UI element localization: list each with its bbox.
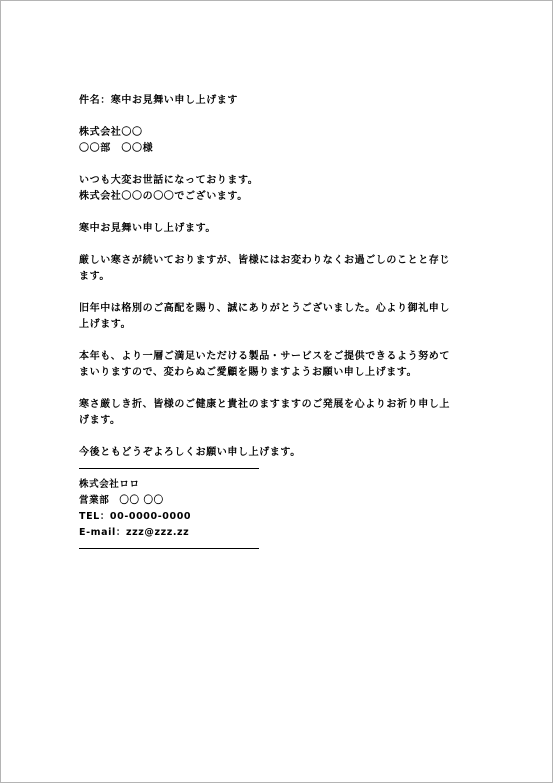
signature-email: E-mail：zzz@zzz.zz — [79, 527, 190, 538]
opening-line-1: いつも大変お世話になっております。 — [79, 175, 259, 186]
paragraph-1-line-2: ます。 — [79, 271, 110, 282]
paragraph-2-line-1: 旧年中は格別のご高配を賜り、誠にありがとうございました。心より御礼申し — [79, 303, 450, 314]
paragraph-3-line-1: 本年も、より一層ご満足いただける製品・サービスをご提供できるよう努めて — [79, 351, 450, 362]
paragraph-2-line-2: 上げます。 — [79, 319, 132, 330]
opening-line-2: 株式会社〇〇の〇〇でございます。 — [79, 191, 248, 202]
recipient-company: 株式会社〇〇 — [79, 127, 143, 138]
paragraph-4-line-1: 寒さ厳しき折、皆様のご健康と貴社のますますのご発展を心よりお祈り申し上 — [79, 399, 450, 410]
signature-block — [79, 477, 479, 541]
paragraph-1-line-1: 厳しい寒さが続いておりますが、皆様にはお変わりなくお過ごしのことと存じ — [79, 255, 450, 266]
closing-line: 今後ともどうぞよろしくお願い申し上げます。 — [79, 447, 301, 458]
paragraph-3-line-2: まいりますので、変わらぬご愛顧を賜りますようお願い申し上げます。 — [79, 367, 418, 378]
letter-body — [79, 93, 479, 557]
signature-company: 株式会社ロロ — [79, 479, 140, 490]
signature-bottom-rule — [79, 548, 259, 549]
greeting-line: 寒中お見舞い申し上げます。 — [79, 223, 216, 234]
signature-tel: TEL：00-0000-0000 — [79, 511, 192, 522]
paragraph-4-line-2: げます。 — [79, 415, 121, 426]
signature-top-rule — [79, 468, 259, 469]
recipient-person: 〇〇部 〇〇様 — [79, 143, 154, 154]
signature-dept-name: 営業部 〇〇 〇〇 — [79, 495, 164, 506]
subject-line: 件名：寒中お見舞い申し上げます — [79, 95, 238, 106]
